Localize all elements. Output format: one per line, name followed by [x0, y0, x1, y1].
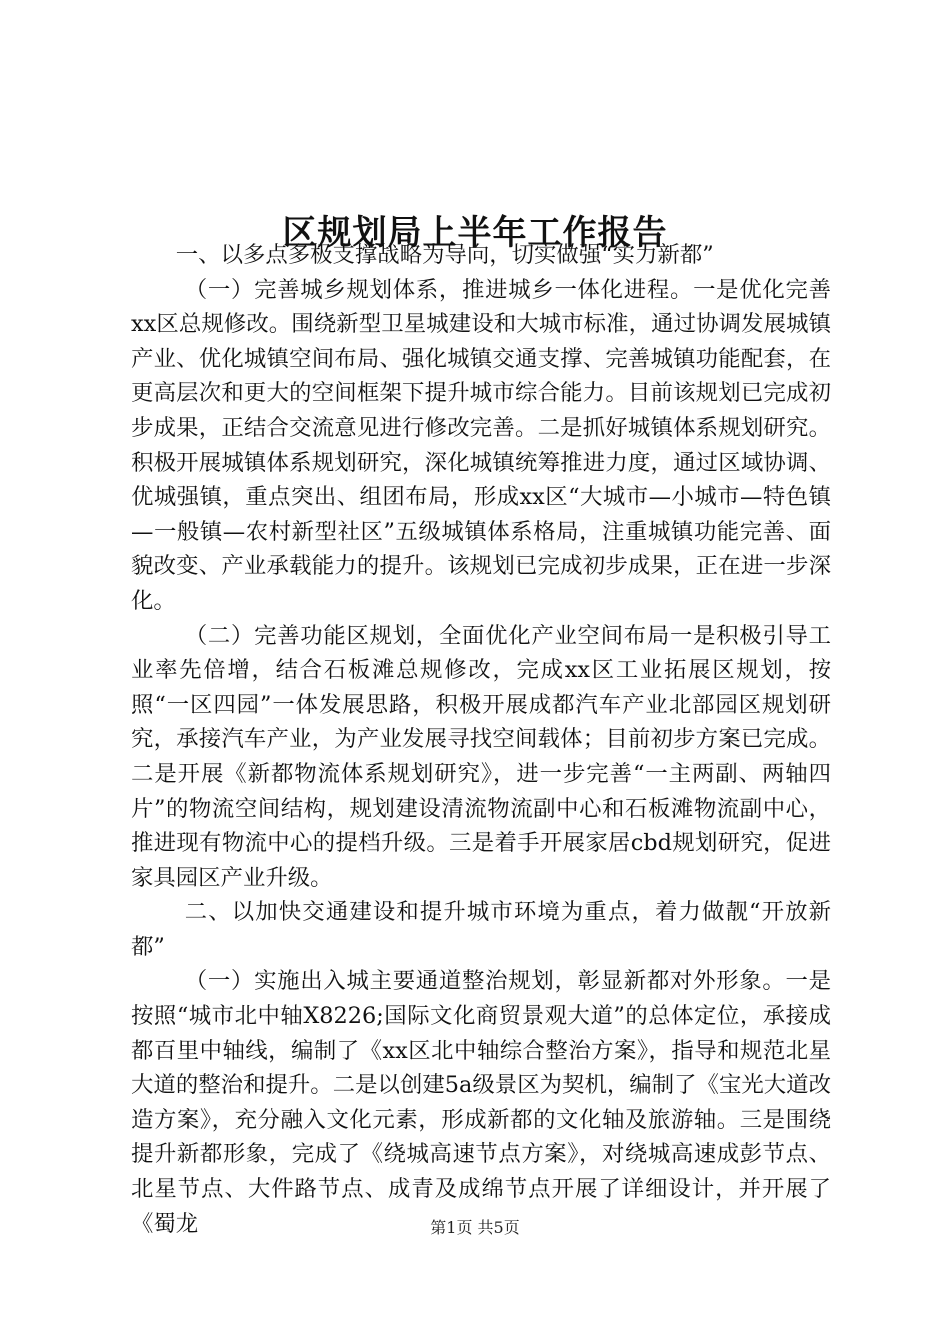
page-footer: 第1页 共5页 — [430, 1218, 520, 1237]
document-body — [131, 238, 831, 1241]
paragraph-1-1: （一）完善城乡规划体系，推进城乡一体化进程。一是优化完善xx区总规修改。围绕新型卫星城建设和大城市标准，通过协调发展城镇产业、优化城镇空间布局、强化城镇交通支撑、完善城镇功能配套，在更高层次和更大的空间框架下提升城市综合能力。目前该规划已完成初步成果，正结合交流意见进行修改完善。二是抓好城镇体系规划研究。积极开展城镇体系规划研究，深化城镇统筹推进力度，通过区域协调、优城强镇，重点突出、组团布局，形成xx区“大城市—小城市—特色镇—一般镇—农村新型社区”五级城镇体系格局，注重城镇功能完善、面貌改变、产业承载能力的提升。该规划已完成初步成果，正在进一步深化。 — [131, 276, 831, 614]
paragraph-section-1: 一、以多点多极支撑战略为导向，切实做强“实力新都” — [175, 242, 714, 268]
paragraph-section-2: 二、以加快交通建设和提升城市环境为重点，着力做靓“开放新都” — [131, 899, 831, 960]
paragraph-2-1: （一）实施出入城主要通道整治规划，彰显新都对外形象。一是按照“城市北中轴X8226;国际文化商贸景观大道”的总体定位，承接成都百里中轴线，编制了《xx区北中轴综合整治方案》，指导和规范北星大道的整治和提升。二是以创建5a级景区为契机，编制了《宝光大道改造方案》，充分融入文化元素，形成新都的文化轴及旅游轴。三是围绕提升新都形象，完成了《绕城高速节点方案》，对绕城高速成彭节点、北星节点、大件路节点、成青及成绵节点开展了详细设计，并开展了《蜀龙 — [131, 968, 831, 1237]
document-title: 区规划局上半年工作报告 — [282, 212, 668, 253]
paragraph-1-2: （二）完善功能区规划，全面优化产业空间布局一是积极引导工业率先倍增，结合石板滩总规修改，完成xx区工业拓展区规划，按照“一区四园”一体发展思路，积极开展成都汽车产业北部园区规划研究，承接汽车产业，为产业发展寻找空间载体；目前初步方案已完成。二是开展《新都物流体系规划研究》，进一步完善“一主两副、两轴四片”的物流空间结构，规划建设清流物流副中心和石板滩物流副中心，推进现有物流中心的提档升级。三是着手开展家居cbd规划研究，促进家具园区产业升级。 — [131, 622, 831, 891]
